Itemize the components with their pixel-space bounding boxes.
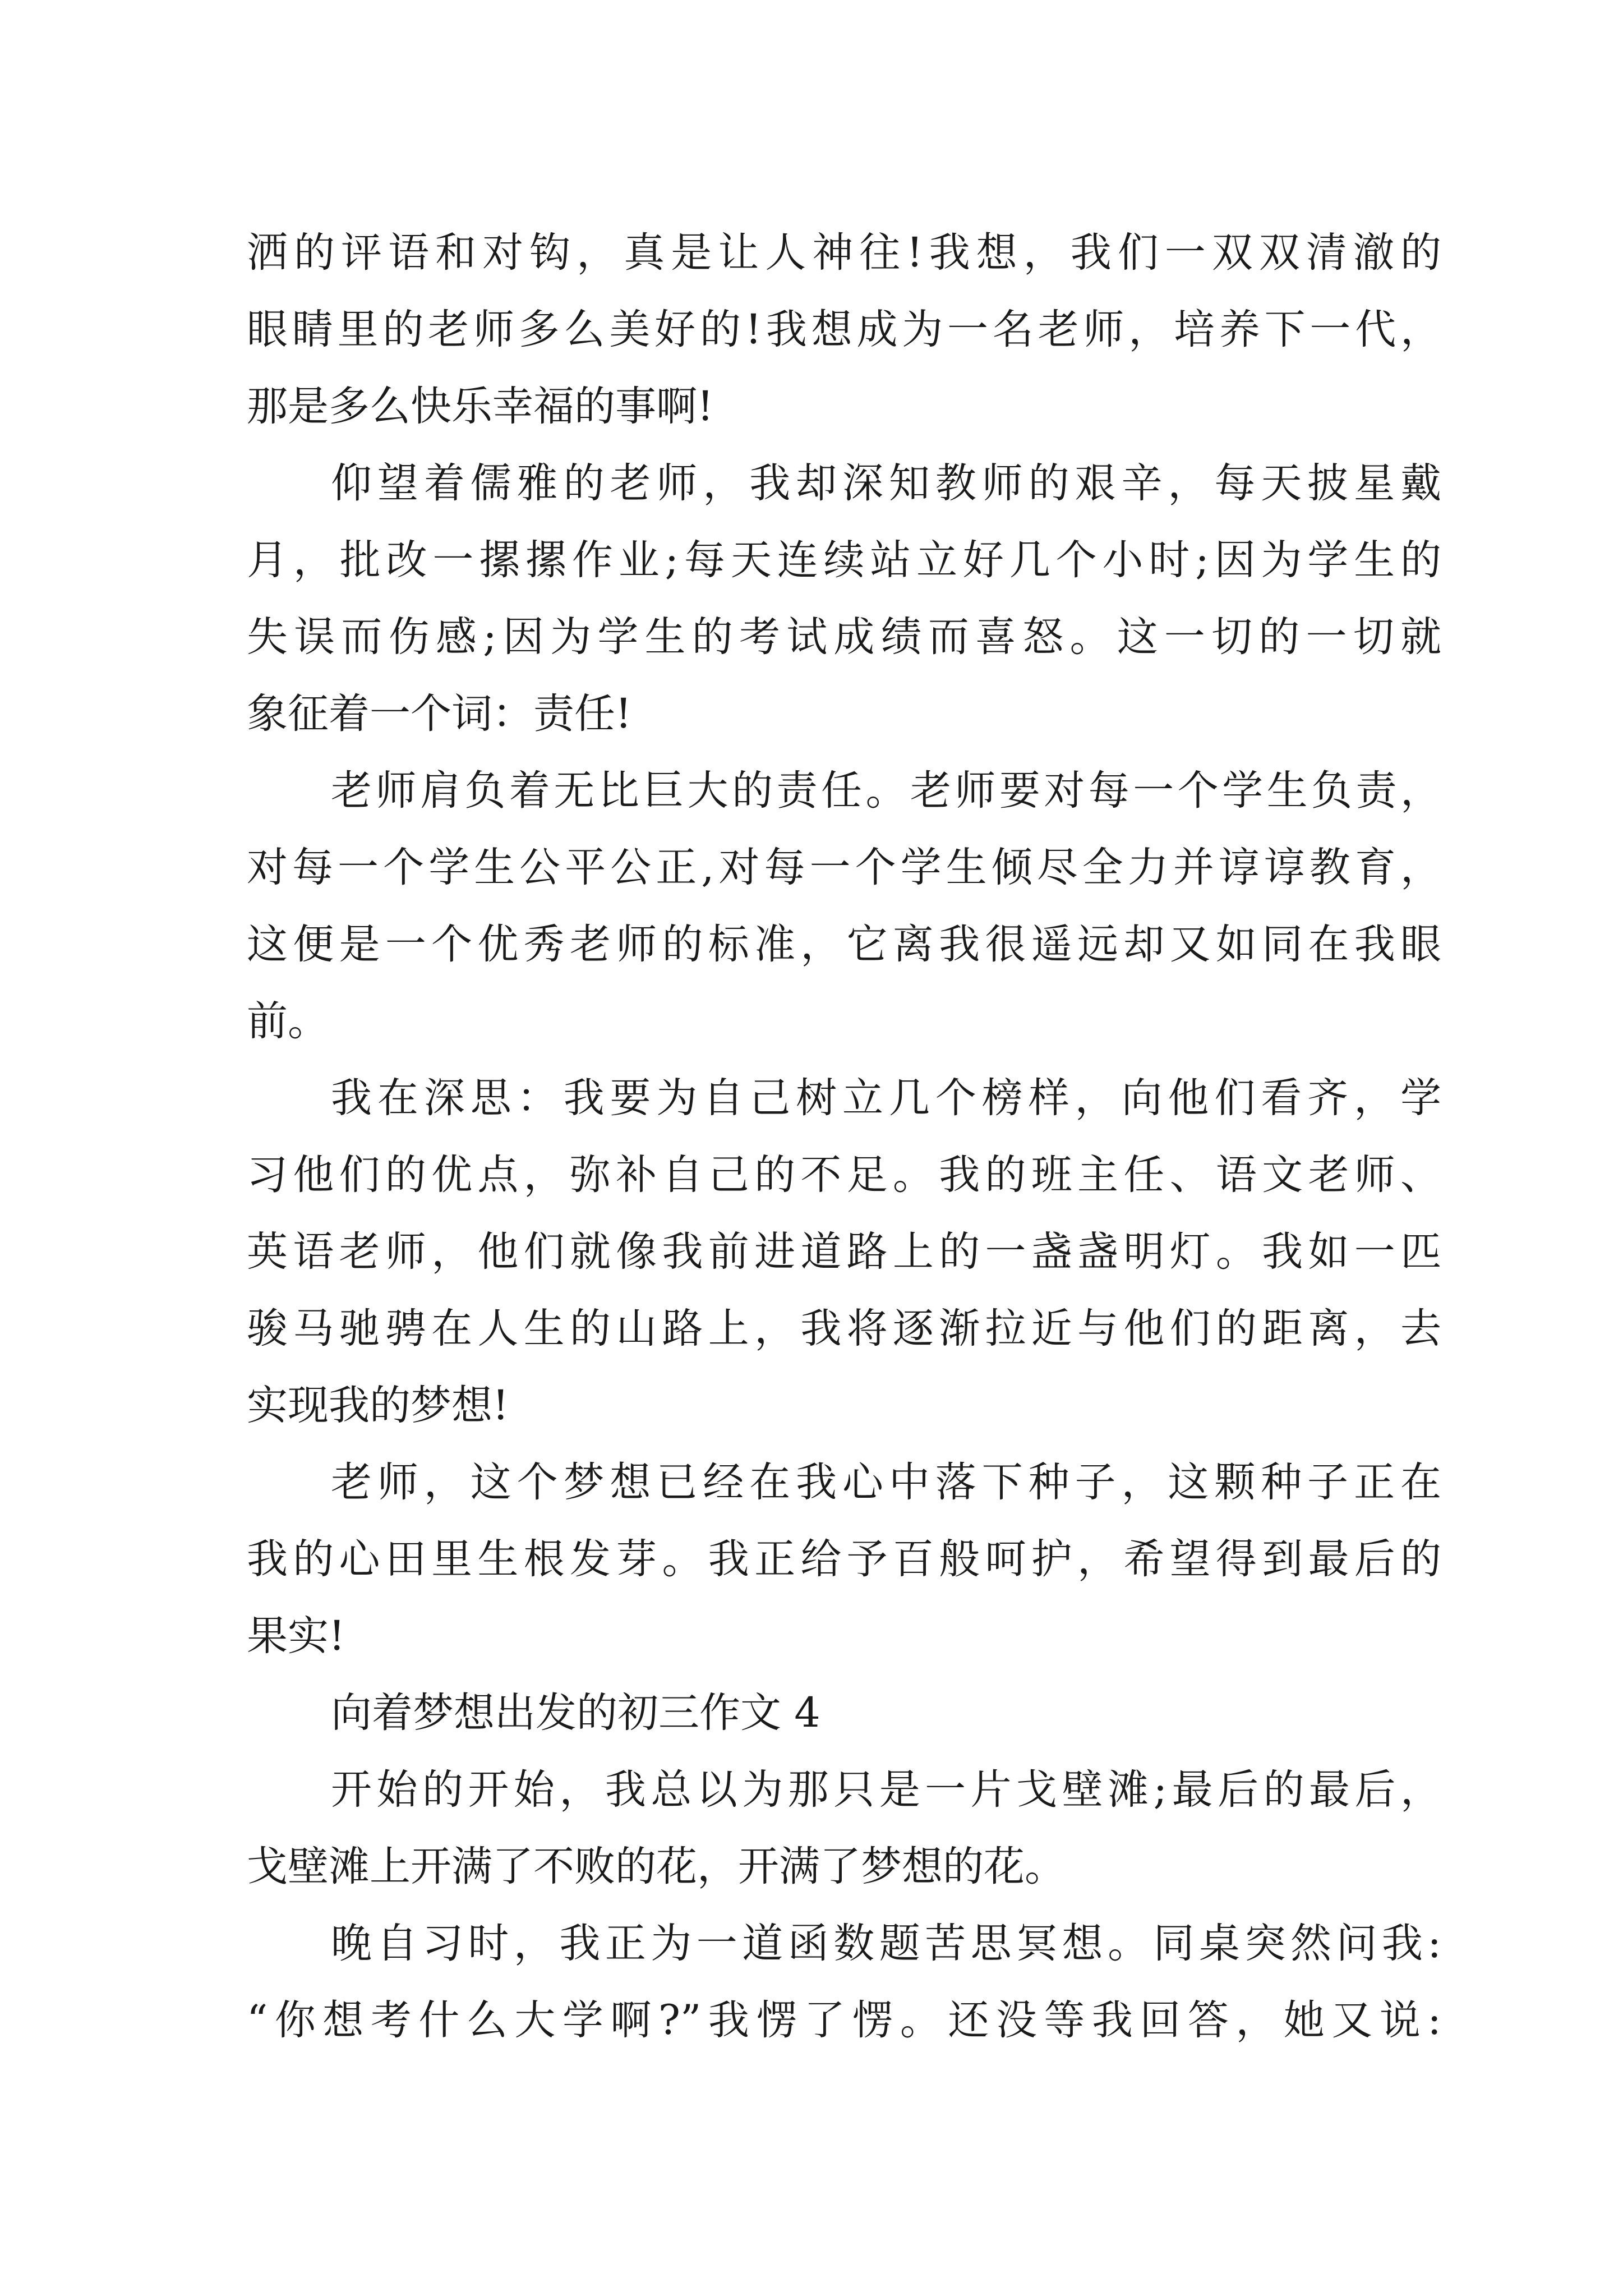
text-line: 骏马驰骋在人生的山路上，我将逐渐拉近与他们的距离，去: [247, 1305, 1441, 1352]
paragraph: [247, 214, 1441, 445]
text-line: 老师，这个梦想已经在我心中落下种子，这颗种子正在: [331, 1458, 1441, 1506]
text-line: 失误而伤感;因为学生的考试成绩而喜怒。这一切的一切就: [247, 613, 1441, 661]
text-line: 这便是一个优秀老师的标准，它离我很遥远却又如同在我眼: [247, 921, 1441, 968]
text-line: 月，批改一摞摞作业;每天连续站立好几个小时;因为学生的: [247, 536, 1441, 584]
text-line: 实现我的梦想!: [247, 1382, 509, 1429]
text-line: 戈壁滩上开满了不败的花，开满了梦想的花。: [247, 1843, 1066, 1890]
text-line: 象征着一个词：责任!: [247, 690, 632, 738]
paragraph: [247, 1444, 1441, 1674]
text-line: 英语老师，他们就像我前进道路上的一盏盏明灯。我如一匹: [247, 1228, 1441, 1276]
text-line: 对每一个学生公平公正,对每一个学生倾尽全力并谆谆教育，: [247, 844, 1441, 891]
text-line: 我的心田里生根发芽。我正给予百般呵护，希望得到最后的: [247, 1535, 1441, 1583]
paragraph: [247, 1060, 1441, 1444]
section-heading: [247, 1674, 1441, 1751]
text-line: 老师肩负着无比巨大的责任。老师要对每一个学生负责，: [331, 767, 1441, 815]
document-body: [247, 214, 1441, 2059]
paragraph: [247, 1751, 1441, 1905]
paragraph: [247, 752, 1441, 1060]
heading-line: 向着梦想出发的初三作文 4: [331, 1689, 820, 1737]
text-line: 果实!: [247, 1612, 345, 1660]
text-line: 洒的评语和对钩，真是让人神往!我想，我们一双双清澈的: [247, 229, 1441, 277]
text-line: 眼睛里的老师多么美好的!我想成为一名老师，培养下一代，: [247, 306, 1441, 353]
text-line: 开始的开始，我总以为那只是一片戈壁滩;最后的最后，: [331, 1766, 1441, 1814]
text-line: 习他们的优点，弥补自己的不足。我的班主任、语文老师、: [247, 1151, 1441, 1199]
paragraph: [247, 1905, 1441, 2059]
paragraph: [247, 445, 1441, 752]
text-line: “你想考什么大学啊?”我愣了愣。还没等我回答，她又说:: [247, 1996, 1441, 2044]
text-line: 仰望着儒雅的老师，我却深知教师的艰辛，每天披星戴: [331, 459, 1441, 507]
text-line: 我在深思：我要为自己树立几个榜样，向他们看齐，学: [331, 1074, 1441, 1122]
text-line: 那是多么快乐幸福的事啊!: [247, 383, 714, 430]
text-line: 晚自习时，我正为一道函数题苦思冥想。同桌突然问我:: [331, 1920, 1441, 1967]
text-line: 前。: [247, 997, 329, 1045]
